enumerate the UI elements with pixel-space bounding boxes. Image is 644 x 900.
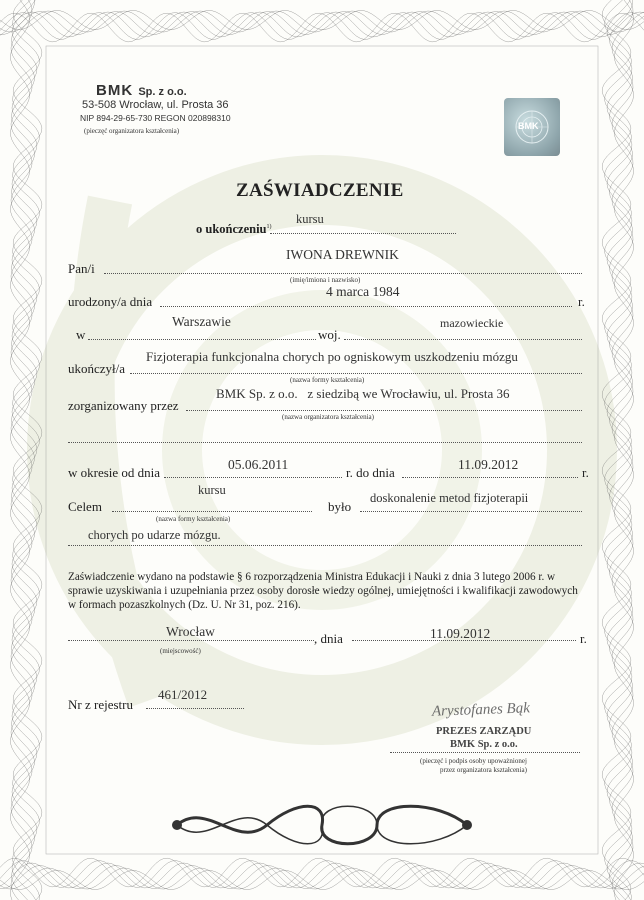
- person-line: [104, 273, 582, 274]
- born-date-suffix: r.: [578, 294, 585, 309]
- goal-form-value: kursu: [198, 483, 226, 497]
- born-date-label: urodzony/a dnia: [68, 294, 153, 309]
- period-to-label: r. do dnia: [346, 465, 395, 480]
- organized-line: [186, 410, 582, 411]
- company-logo: BMK Sp. z o.o.: [96, 82, 187, 99]
- goal-form-caption: (nazwa formy kształcenia): [156, 515, 231, 523]
- born-place-line: [88, 339, 316, 340]
- period-suffix: r.: [582, 465, 589, 480]
- period-to-line: [402, 477, 578, 478]
- issue-place-value: Wrocław: [166, 624, 215, 639]
- completion-label: o ukończeniu$^{1)}$: [196, 222, 272, 236]
- completed-caption: (nazwa formy kształcenia): [290, 376, 365, 384]
- registry-line: [146, 708, 244, 709]
- hologram-seal: [504, 98, 560, 156]
- issue-place-line: [68, 640, 314, 641]
- organized-line-2: [68, 442, 582, 443]
- period-to-value: 11.09.2012: [458, 457, 519, 472]
- period-from-label: w okresie od dnia: [68, 465, 161, 480]
- person-name: IWONA DREWNIK: [286, 247, 399, 262]
- issue-place-caption: (miejscowość): [160, 647, 201, 655]
- issue-date-label: , dnia: [314, 631, 343, 646]
- signature-caption-2: przez organizatora kształcenia): [440, 766, 527, 774]
- signature-caption-1: (pieczęć i podpis osoby upoważnionej: [420, 757, 527, 765]
- organized-value: BMK Sp. z o.o. z siedzibą we Wrocławiu, ul. Prosta 36: [216, 386, 510, 401]
- organized-caption: (nazwa organizatora kształcenia): [282, 413, 374, 421]
- goal-form-line: [112, 511, 312, 512]
- born-city-value: Warszawie: [172, 314, 231, 329]
- signature-company: BMK Sp. z o.o.: [450, 739, 518, 750]
- page-title: ZAŚWIADCZENIE: [236, 180, 404, 201]
- signature-line: [390, 752, 580, 753]
- registry-value: 461/2012: [158, 687, 208, 702]
- legal-text: Zaświadczenie wydano na podstawie § 6 rozporządzenia Ministra Edukacji i Nauki z dnia 3 lutego 2006 r. w sprawie uzyskiwania i uzupełniania przez osoby dorosłe wiedzy ogólnej, umiejętności i kwalifikacji zawodowych w formach pozaszkolnych (Dz. U. Nr 31, poz. 216).: [68, 571, 578, 611]
- organized-label: zorganizowany przez: [68, 398, 179, 413]
- stamp-caption: (pieczęć organizatora kształcenia): [84, 127, 180, 135]
- person-caption: (imię/imiona i nazwisko): [290, 276, 361, 284]
- goal-was-label: było: [328, 499, 352, 514]
- voivodeship-line: [344, 339, 582, 340]
- issue-date-value: 11.09.2012: [430, 626, 491, 641]
- person-label: Pan/i: [68, 261, 95, 276]
- completed-line: [130, 373, 582, 374]
- period-from-line: [164, 477, 342, 478]
- company-nip-regon: NIP 894-29-65-730 REGON 020898310: [80, 113, 231, 123]
- company-address: 53-508 Wrocław, ul. Prosta 36: [82, 99, 229, 111]
- bottom-ornament: [167, 795, 477, 855]
- issue-date-suffix: r.: [580, 631, 587, 646]
- completion-line: [270, 233, 456, 234]
- born-place-label: w: [76, 327, 86, 342]
- completed-value: Fizjoterapia funkcjonalna chorych po ogniskowym uszkodzeniu mózgu: [146, 349, 518, 364]
- completed-label: ukończył/a: [68, 361, 126, 376]
- registry-label: Nr z rejestru: [68, 697, 133, 712]
- hologram-label: BMK: [518, 121, 539, 131]
- voivodeship-value: mazowieckie: [440, 316, 504, 330]
- period-from-value: 05.06.2011: [228, 457, 289, 472]
- signature-role: PREZES ZARZĄDU: [436, 726, 532, 737]
- goal-purpose-line-2: [68, 545, 582, 546]
- completion-value: kursu: [296, 212, 324, 226]
- goal-purpose-value: doskonalenie metod fizjoterapii: [370, 491, 529, 505]
- born-date-line: [160, 306, 572, 307]
- born-date-value: 4 marca 1984: [326, 284, 400, 299]
- goal-label: Celem: [68, 499, 102, 514]
- goal-purpose-cont: chorych po udarze mózgu.: [88, 528, 221, 542]
- woj-label: woj.: [318, 327, 341, 342]
- goal-purpose-line: [360, 511, 582, 512]
- handwritten-signature: Arystofanes Bąk: [431, 700, 531, 720]
